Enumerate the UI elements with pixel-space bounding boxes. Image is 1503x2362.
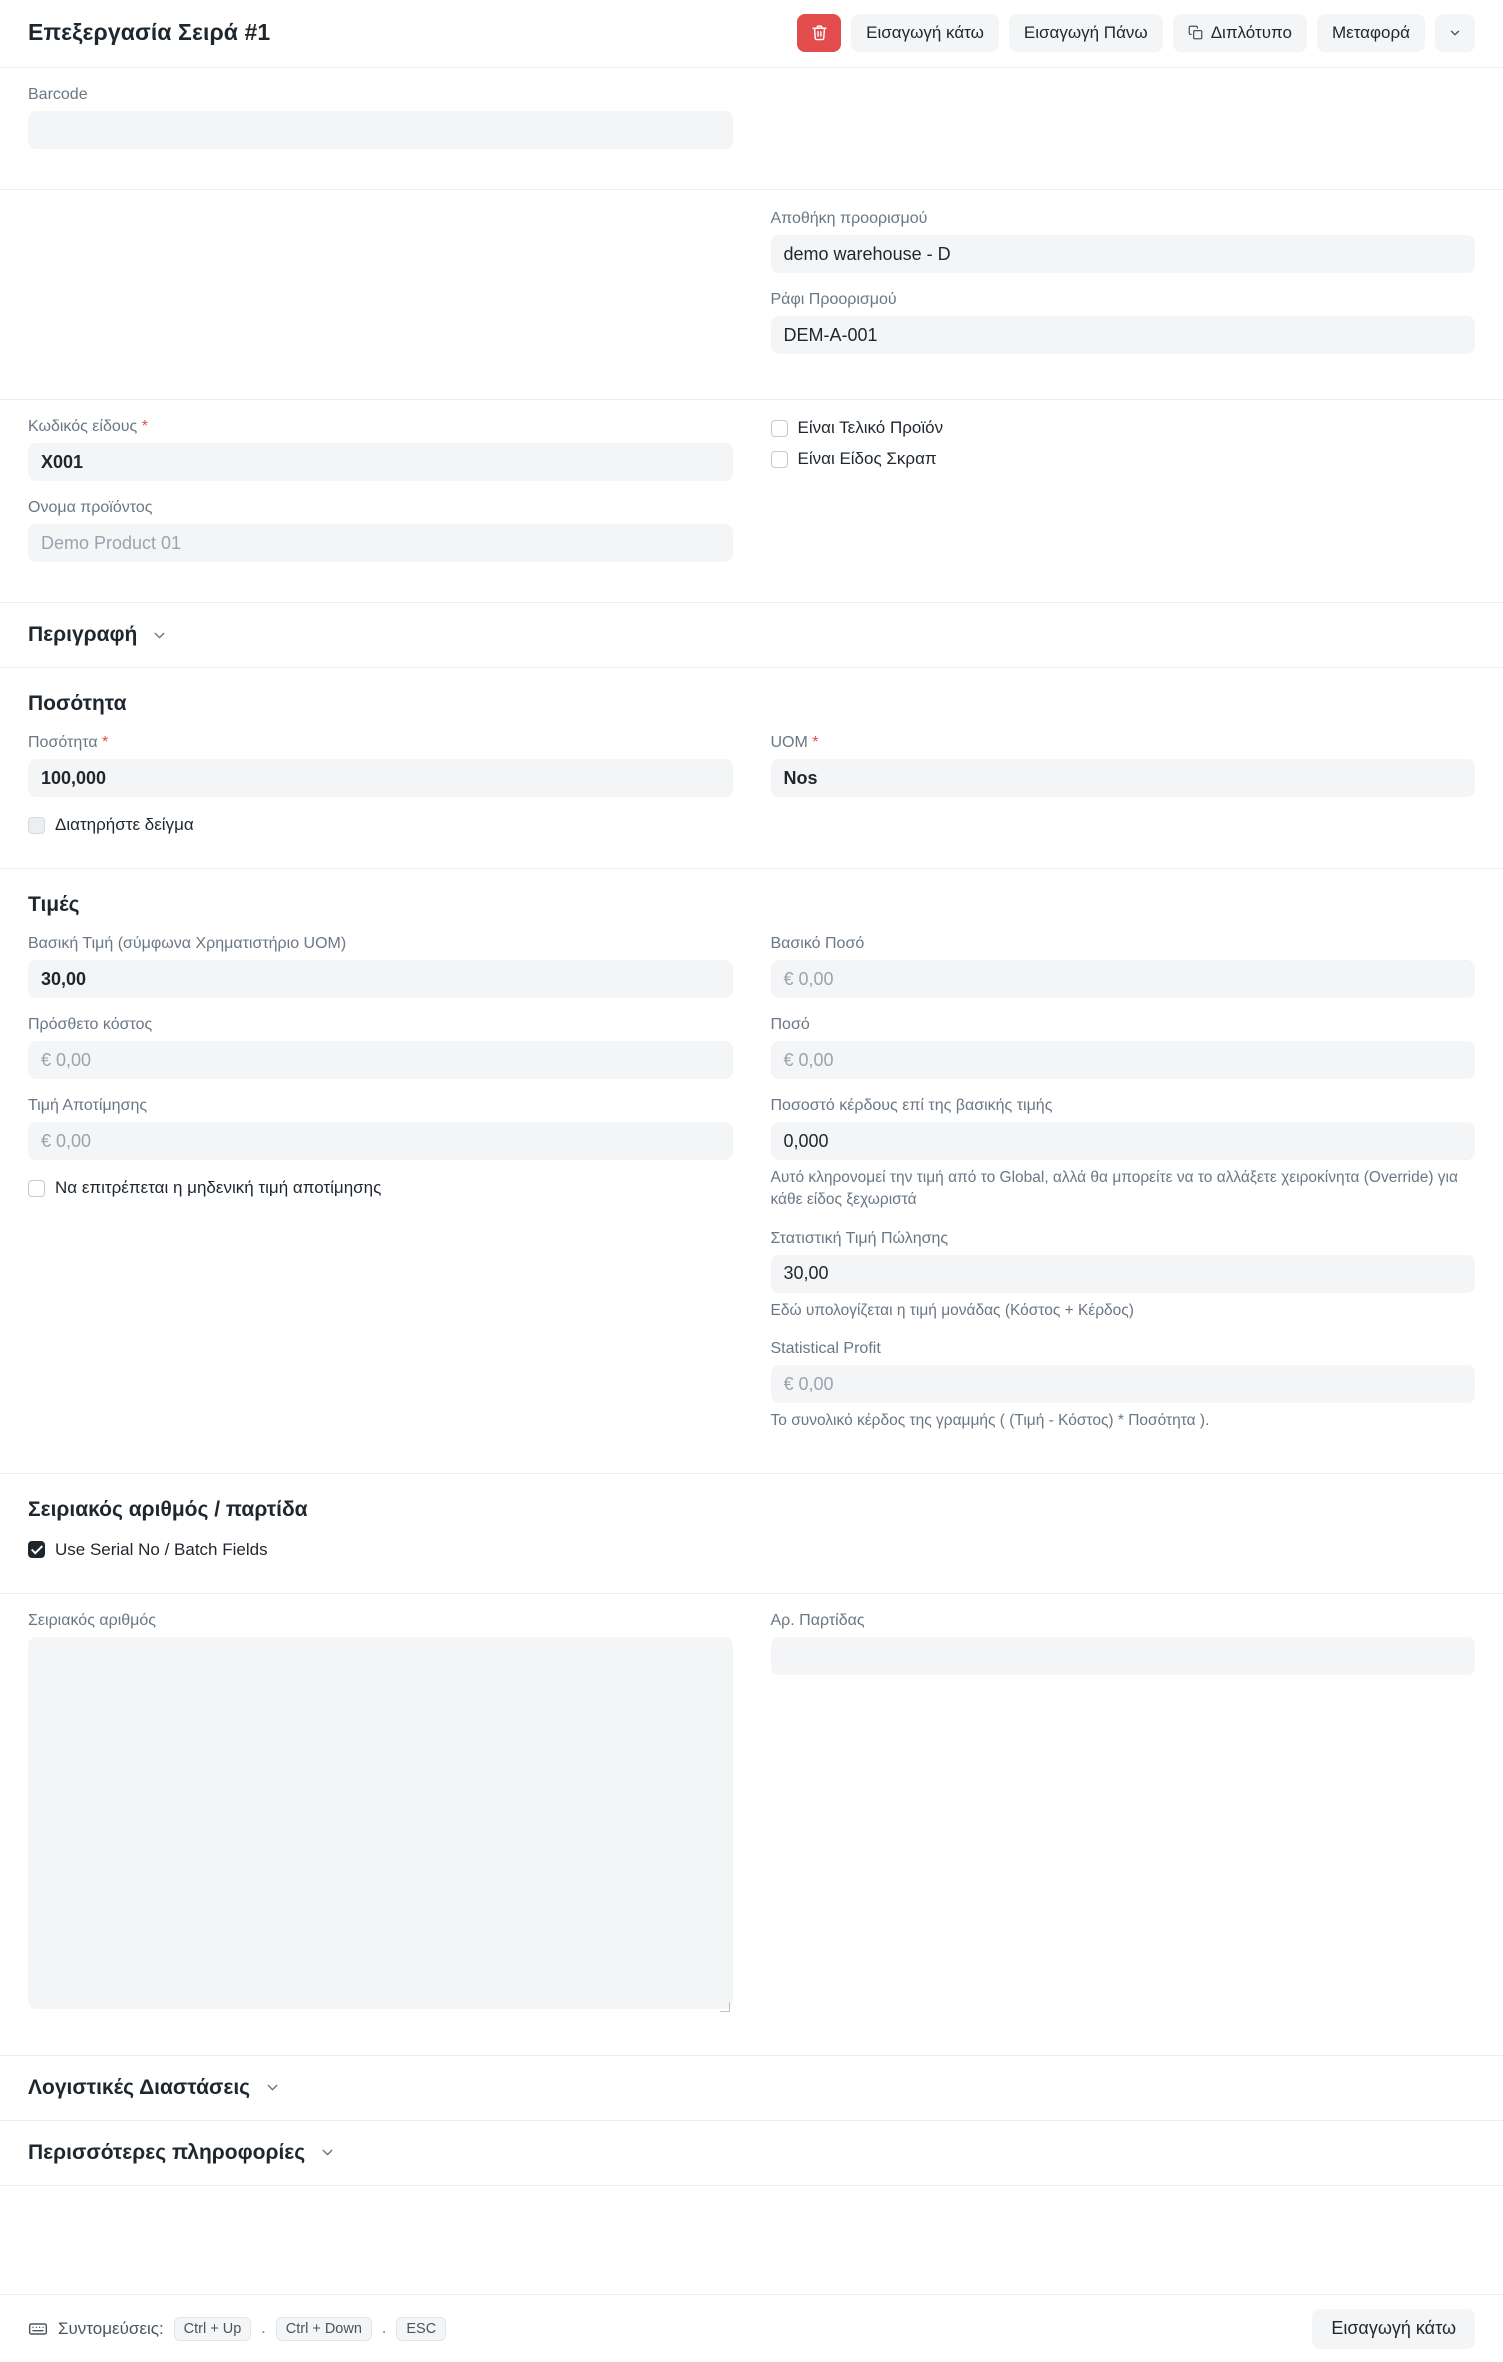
header-actions — [797, 14, 1475, 52]
allow-zero-valuation-row[interactable] — [28, 1178, 733, 1198]
statistical-profit-label: Statistical Profit — [770, 1340, 881, 1358]
prices-section-title: Τιμές — [28, 893, 80, 916]
description-section-toggle[interactable] — [0, 603, 1503, 668]
delete-button[interactable] — [797, 14, 841, 52]
barcode-right-spacer — [771, 86, 1476, 167]
basic-amount-field — [771, 935, 1476, 998]
accounting-dimensions-toggle[interactable] — [0, 2056, 1503, 2121]
basic-amount-input[interactable]: € 0,00 — [771, 960, 1476, 998]
barcode-field — [28, 86, 733, 149]
shortcut-ctrl-up: Ctrl + Up — [174, 2317, 252, 2341]
statistical-price-field — [771, 1230, 1476, 1322]
serial-no-label: Σειριακός αριθμός — [28, 1611, 156, 1629]
use-serial-batch-label: Use Serial No / Batch Fields — [55, 1539, 268, 1559]
quantity-section — [0, 668, 1503, 869]
is-scrap-item-label: Είναι Είδος Σκραπ — [797, 449, 937, 468]
move-button[interactable] — [1317, 14, 1425, 52]
basic-rate-field — [28, 935, 733, 998]
quantity-left-column — [28, 734, 733, 846]
barcode-column — [28, 86, 733, 167]
target-shelf-field — [771, 291, 1476, 354]
target-shelf-input[interactable]: DEM-A-001 — [771, 316, 1476, 354]
additional-cost-field — [28, 1016, 733, 1079]
barcode-section — [0, 68, 1503, 190]
barcode-input[interactable] — [28, 111, 733, 149]
margin-label: Ποσοστό κέρδους επί της βασικής τιμής — [770, 1097, 1053, 1114]
more-info-toggle[interactable] — [0, 2121, 1503, 2186]
serial-inputs-section — [0, 1594, 1503, 2056]
shortcut-separator-1: . — [261, 2319, 266, 2337]
shortcut-separator-2: . — [381, 2319, 387, 2337]
shortcut-ctrl-down: Ctrl + Down — [276, 2317, 372, 2341]
shortcut-esc: ESC — [396, 2317, 446, 2341]
statistical-price-label: Στατιστική Τιμή Πώλησης — [770, 1229, 949, 1247]
required-marker: * — [141, 418, 148, 435]
margin-input[interactable]: 0,000 — [771, 1122, 1476, 1160]
insert-below-button[interactable] — [851, 14, 999, 52]
item-code-input[interactable]: X001 — [28, 443, 733, 481]
required-marker: * — [102, 734, 109, 751]
item-name-label: Ονομα προϊόντος — [28, 499, 153, 516]
item-code-label: Κωδικός είδους * — [28, 418, 148, 435]
resize-handle[interactable] — [720, 2002, 730, 2012]
qty-label: Ποσότητα * — [28, 734, 109, 751]
move-label: Μεταφορά — [1331, 22, 1410, 42]
item-name-input[interactable]: Demo Product 01 — [28, 524, 733, 562]
target-warehouse-input[interactable]: demo warehouse - D — [771, 235, 1476, 273]
prices-section — [0, 869, 1503, 1474]
chevron-down-icon — [1448, 26, 1462, 40]
statistical-profit-field — [771, 1340, 1476, 1432]
keyboard-icon — [28, 2319, 48, 2339]
uom-label: UOM * — [770, 734, 819, 751]
serial-batch-title: Σειριακός αριθμός / παρτίδα — [28, 1497, 308, 1521]
chevron-down-icon — [264, 2079, 281, 2096]
use-serial-batch-row[interactable] — [28, 1540, 1475, 1560]
qty-field — [28, 734, 733, 797]
basic-rate-input[interactable]: 30,00 — [28, 960, 733, 998]
amount-label: Ποσό — [770, 1016, 810, 1033]
shortcuts-label: Συντομεύσεις: — [58, 2318, 164, 2338]
serial-batch-section — [0, 1474, 1503, 1594]
required-marker: * — [812, 734, 819, 751]
insert-below-footer-button[interactable]: Εισαγωγή κάτω — [1312, 2309, 1475, 2349]
valuation-rate-label: Τιμή Αποτίμησης — [28, 1097, 148, 1114]
insert-above-button[interactable] — [1009, 14, 1163, 52]
item-section — [0, 400, 1503, 603]
shortcuts-bar — [28, 2317, 446, 2341]
chevron-down-icon — [151, 627, 168, 644]
trash-icon — [811, 24, 828, 41]
retain-sample-label: Διατηρήστε δείγμα — [55, 815, 194, 834]
more-actions-button[interactable] — [1435, 14, 1475, 52]
copy-icon — [1188, 25, 1203, 40]
is-finished-good-row[interactable] — [771, 418, 1476, 438]
item-name-field — [28, 499, 733, 562]
target-warehouse-label: Αποθήκη προορισμού — [770, 210, 928, 227]
dialog-header — [0, 0, 1503, 68]
retain-sample-row[interactable] — [28, 815, 733, 835]
valuation-rate-input[interactable]: € 0,00 — [28, 1122, 733, 1160]
serial-no-textarea-wrap — [28, 1637, 733, 2015]
valuation-rate-field — [28, 1097, 733, 1160]
uom-field — [771, 734, 1476, 797]
amount-input[interactable]: € 0,00 — [771, 1041, 1476, 1079]
target-shelf-label: Ράφι Προορισμού — [770, 291, 897, 308]
dialog-footer — [0, 2294, 1503, 2362]
statistical-profit-input[interactable]: € 0,00 — [771, 1365, 1476, 1403]
is-finished-good-label: Είναι Τελικό Προϊόν — [797, 418, 944, 437]
margin-hint: Αυτό κληρονομεί την τιμή από το Global, αλλά θα μπορείτε να το αλλάξετε χειροκίνητα (Override) για κάθε είδος ξεχωριστά — [770, 1169, 1458, 1209]
serial-no-column — [28, 1612, 733, 2033]
item-code-field — [28, 418, 733, 481]
margin-field — [771, 1097, 1476, 1212]
batch-no-label: Αρ. Παρτίδας — [770, 1611, 865, 1629]
batch-no-column — [771, 1612, 1476, 2033]
accounting-dimensions-title: Λογιστικές Διαστάσεις — [28, 2075, 251, 2099]
statistical-price-input[interactable]: 30,00 — [771, 1255, 1476, 1293]
batch-no-input[interactable] — [771, 1637, 1476, 1675]
is-scrap-item-checkbox[interactable] — [771, 451, 788, 468]
batch-no-field — [771, 1612, 1476, 1675]
insert-above-label: Εισαγωγή Πάνω — [1023, 22, 1148, 42]
serial-no-textarea[interactable] — [28, 1637, 733, 2009]
more-info-title: Περισσότερες πληροφορίες — [28, 2140, 306, 2164]
amount-field — [771, 1016, 1476, 1079]
additional-cost-input[interactable]: € 0,00 — [28, 1041, 733, 1079]
uom-input[interactable]: Nos — [771, 759, 1476, 797]
destination-column — [771, 210, 1476, 372]
basic-rate-label: Βασική Τιμή (σύμφωνα Χρηματιστήριο UOM) — [28, 935, 347, 952]
statistical-price-hint: Εδώ υπολογίζεται η τιμή μονάδας (Κόστος + Κέρδος) — [770, 1301, 1134, 1319]
description-title: Περιγραφή — [28, 623, 138, 646]
allow-zero-valuation-label: Να επιτρέπεται η μηδενική τιμή αποτίμησης — [55, 1178, 382, 1197]
prices-left-column — [28, 935, 733, 1451]
is-scrap-item-row[interactable] — [771, 449, 1476, 469]
barcode-label: Barcode — [28, 86, 88, 103]
duplicate-button[interactable] — [1173, 14, 1307, 52]
additional-cost-label: Πρόσθετο κόστος — [28, 1016, 153, 1033]
is-finished-good-checkbox[interactable] — [771, 420, 788, 437]
quantity-section-title: Ποσότητα — [28, 692, 127, 715]
item-left-column — [28, 418, 733, 580]
chevron-down-icon — [319, 2144, 336, 2161]
quantity-right-column — [771, 734, 1476, 846]
basic-amount-label: Βασικό Ποσό — [770, 935, 865, 952]
prices-right-column — [771, 935, 1476, 1451]
retain-sample-checkbox[interactable] — [28, 817, 45, 834]
use-serial-batch-checkbox[interactable] — [28, 1541, 45, 1558]
allow-zero-valuation-checkbox[interactable] — [28, 1180, 45, 1197]
item-right-column — [771, 418, 1476, 580]
destination-left-spacer — [28, 210, 733, 372]
statistical-profit-hint: Το συνολικό κέρδος της γραμμής ( (Τιμή - Κόστος) * Ποσότητα ). — [770, 1412, 1210, 1430]
insert-below-label: Εισαγωγή κάτω — [866, 22, 984, 42]
destination-section — [0, 190, 1503, 400]
target-warehouse-field — [771, 210, 1476, 273]
qty-input[interactable]: 100,000 — [28, 759, 733, 797]
page-title: Επεξεργασία Σειρά #1 — [28, 19, 271, 45]
duplicate-label: Διπλότυπο — [1210, 22, 1292, 42]
serial-no-field — [28, 1612, 733, 2015]
